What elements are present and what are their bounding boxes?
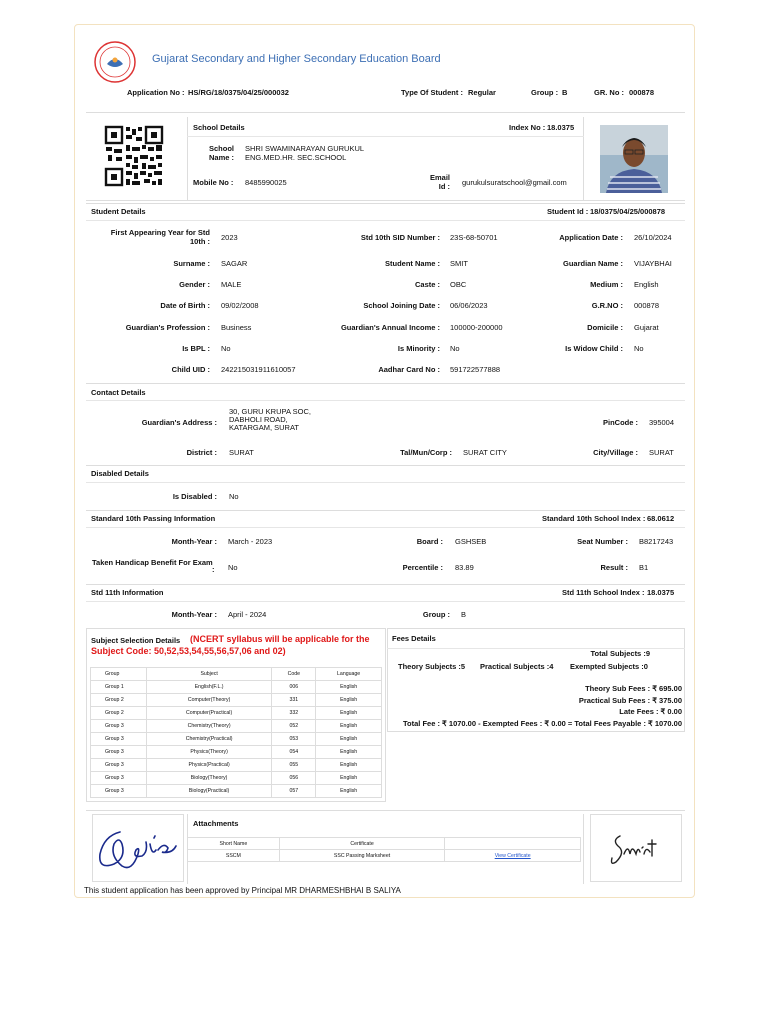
std11-month-label: Month-Year : — [171, 610, 217, 619]
table-row: Group 3 Physics(Theory) 054 English — [91, 746, 382, 759]
school-details-heading: School Details — [193, 123, 245, 132]
percentile-label: Percentile : — [402, 563, 443, 572]
contact-details-heading: Contact Details — [91, 388, 146, 397]
board-label: Board : — [416, 537, 443, 546]
std10-index-label: Standard 10th School Index : — [542, 514, 646, 523]
pincode: 395004 — [649, 418, 675, 427]
dob-label: Date of Birth : — [160, 301, 210, 310]
col-code: Code — [272, 668, 316, 681]
address-label: Guardian's Address : — [141, 418, 217, 427]
first-year: 2023 — [221, 233, 238, 242]
std11-month: April - 2024 — [228, 610, 267, 619]
fees-heading: Fees Details — [392, 634, 436, 643]
handicap-colon: : — [212, 565, 215, 574]
student-name-label: Student Name : — [384, 259, 440, 268]
bpl-label: Is BPL : — [182, 344, 210, 353]
table-row: Group 3 Chemistry(Theory) 052 English — [91, 720, 382, 733]
taluka: SURAT CITY — [463, 448, 507, 457]
joining-date: 06/06/2023 — [450, 301, 488, 310]
attachments-table-header: Short Name Certificate — [188, 838, 581, 850]
gender: MALE — [221, 280, 242, 289]
student-photo — [600, 125, 668, 193]
profession: Business — [221, 323, 252, 332]
result: B1 — [639, 563, 649, 572]
disabled-details-heading: Disabled Details — [91, 469, 149, 478]
table-row: Group 3 Chemistry(Practical) 053 English — [91, 733, 382, 746]
app-date-label: Application Date : — [559, 233, 623, 242]
profession-label: Guardian's Profession : — [125, 323, 210, 332]
percentile: 83.89 — [455, 563, 474, 572]
student-type: Regular — [468, 88, 496, 97]
handicap-label: Taken Handicap Benefit For Exam — [92, 558, 213, 567]
view-certificate-link[interactable]: View Certificate — [494, 852, 531, 859]
income-label: Guardian's Annual Income : — [340, 323, 440, 332]
approval-note: This student application has been approved by Principal MR DHARMESHBHAI B SALIYA — [84, 886, 401, 895]
grno: 000878 — [634, 301, 660, 310]
group-label: Group : — [531, 88, 559, 97]
contact-details-header — [86, 383, 685, 401]
application-no-label: Application No : — [127, 88, 185, 97]
seat: B8217243 — [639, 537, 674, 546]
medium: English — [634, 280, 659, 289]
col-subject: Subject — [146, 668, 272, 681]
student-signature-icon — [590, 814, 682, 882]
caste: OBC — [450, 280, 467, 289]
index-no-label: Index No : — [509, 123, 546, 132]
seat-label: Seat Number : — [577, 537, 628, 546]
widow-label: Is Widow Child : — [565, 344, 623, 353]
std11-group: B — [461, 610, 467, 619]
board-logo-icon — [93, 40, 137, 84]
std11-index-label: Std 11th School Index : — [562, 588, 645, 597]
grno-label: G.R.NO : — [591, 301, 623, 310]
std10-month-label: Month-Year : — [171, 537, 217, 546]
uid-label: Child UID : — [171, 365, 210, 374]
minority: No — [450, 344, 460, 353]
group-value: B — [562, 88, 568, 97]
board: GSHSEB — [455, 537, 487, 546]
exempted-subjects: Exempted Subjects :0 — [570, 662, 648, 671]
gr-no-label: GR. No : — [594, 88, 624, 97]
table-row: Group 1 English(F.L.) 006 English — [91, 681, 382, 694]
ncert-note-1: (NCERT syllabus will be applicable for the — [190, 634, 370, 644]
practical-fee: Practical Sub Fees : ₹ 375.00 — [578, 696, 682, 705]
student-details-heading: Student Details — [91, 207, 146, 216]
income: 100000-200000 — [450, 323, 503, 332]
guardian-name: VIJAYBHAI — [634, 259, 672, 268]
caste-label: Caste : — [414, 280, 440, 289]
student-id: 18/0375/04/25/000878 — [590, 207, 666, 216]
disabled-value: No — [229, 492, 239, 501]
qr-code-icon — [104, 125, 164, 187]
std11-group-label: Group : — [422, 610, 450, 619]
school-name: SHRI SWAMINARAYAN GURUKUL ENG.MED.HR. SEC.SCHOOL — [245, 144, 365, 162]
board-title: Gujarat Secondary and Higher Secondary Education Board — [152, 53, 441, 65]
district: SURAT — [229, 448, 254, 457]
district-label: District : — [186, 448, 217, 457]
table-row: Group 3 Biology(Theory) 056 English — [91, 772, 382, 785]
student-name: SMIT — [450, 259, 468, 268]
std11-heading: Std 11th Information — [91, 588, 164, 597]
table-row: Group 2 Computer(Practical) 332 English — [91, 707, 382, 720]
guardian-name-label: Guardian Name : — [562, 259, 623, 268]
mobile-label: Mobile No : — [193, 178, 234, 187]
mobile-no: 8485990025 — [245, 178, 287, 187]
email-id: gurukulsuratschool@gmail.com — [462, 178, 567, 187]
ncert-note-2: Subject Code: 50,52,53,54,55,56,57,06 and 02) — [91, 646, 286, 656]
total-fee: Total Fee : ₹ 1070.00 - Exempted Fees : ₹ 0.00 = Total Fees Payable : ₹ 1070.00 — [403, 719, 682, 728]
gr-no: 000878 — [629, 88, 655, 97]
col-group: Group — [91, 668, 147, 681]
city: SURAT — [649, 448, 674, 457]
aadhar-label: Aadhar Card No : — [378, 365, 440, 374]
handicap: No — [228, 563, 238, 572]
theory-fee: Theory Sub Fees : ₹ 695.00 — [585, 684, 682, 693]
domicile-label: Domicile : — [587, 323, 623, 332]
joining-date-label: School Joining Date : — [363, 301, 440, 310]
fees-box — [387, 628, 685, 732]
divider — [187, 136, 584, 137]
domicile: Gujarat — [634, 323, 659, 332]
col-language: Language — [316, 668, 382, 681]
app-date: 26/10/2024 — [634, 233, 672, 242]
student-id-label: Student Id : — [547, 207, 589, 216]
disabled-details-header — [86, 465, 685, 483]
table-row: SSCM SSC Passing Marksheet View Certificate — [188, 850, 581, 862]
std10-heading: Standard 10th Passing Information — [91, 514, 216, 523]
uid: 242215031911610057 — [221, 365, 296, 374]
practical-subjects: Practical Subjects :4 — [480, 662, 554, 671]
table-row: Group 2 Computer(Theory) 331 English — [91, 694, 382, 707]
medium-label: Medium : — [590, 280, 623, 289]
total-subjects: Total Subjects :9 — [590, 649, 650, 658]
city-label: City/Village : — [593, 448, 638, 457]
result-label: Result : — [600, 563, 628, 572]
disabled-label: Is Disabled : — [172, 492, 217, 501]
surname: SAGAR — [221, 259, 248, 268]
widow: No — [634, 344, 644, 353]
table-row: Group 3 Biology(Practical) 057 English — [91, 785, 382, 798]
attachments-table — [187, 837, 581, 862]
subject-table-header — [91, 668, 382, 681]
index-no: 18.0375 — [547, 123, 575, 132]
dob: 09/02/2008 — [221, 301, 259, 310]
application-no: HS/RG/18/0375/04/25/000032 — [188, 88, 289, 97]
std10-index: 68.0612 — [647, 514, 675, 523]
sid-number: 23S-68-50701 — [450, 233, 498, 242]
table-row: Group 3 Physics(Practical) 055 English — [91, 759, 382, 772]
pincode-label: PinCode : — [603, 418, 638, 427]
first-year-label: First Appearing Year for Std 10th : — [110, 228, 210, 246]
theory-subjects: Theory Subjects :5 — [398, 662, 466, 671]
subject-heading: Subject Selection Details — [91, 636, 181, 645]
std11-index: 18.0375 — [647, 588, 675, 597]
address: 30, GURU KRUPA SOC, DABHOLI ROAD, KATARGAM, SURAT — [229, 407, 311, 432]
minority-label: Is Minority : — [397, 344, 440, 353]
aadhar: 591722577888 — [450, 365, 501, 374]
student-type-label: Type Of Student : — [401, 88, 463, 97]
subject-table — [90, 667, 382, 798]
surname-label: Surname : — [173, 259, 210, 268]
gender-label: Gender : — [179, 280, 210, 289]
std10-month: March - 2023 — [228, 537, 273, 546]
taluka-label: Tal/Mun/Corp : — [400, 448, 452, 457]
late-fee: Late Fees : ₹ 0.00 — [619, 707, 682, 716]
attachments-heading: Attachments — [193, 819, 239, 828]
email-label: Email Id : — [429, 173, 450, 191]
school-name-label: School Name : — [208, 144, 234, 162]
bpl: No — [221, 344, 231, 353]
sid-label: Std 10th SID Number : — [360, 233, 440, 242]
principal-signature-icon — [92, 814, 184, 882]
